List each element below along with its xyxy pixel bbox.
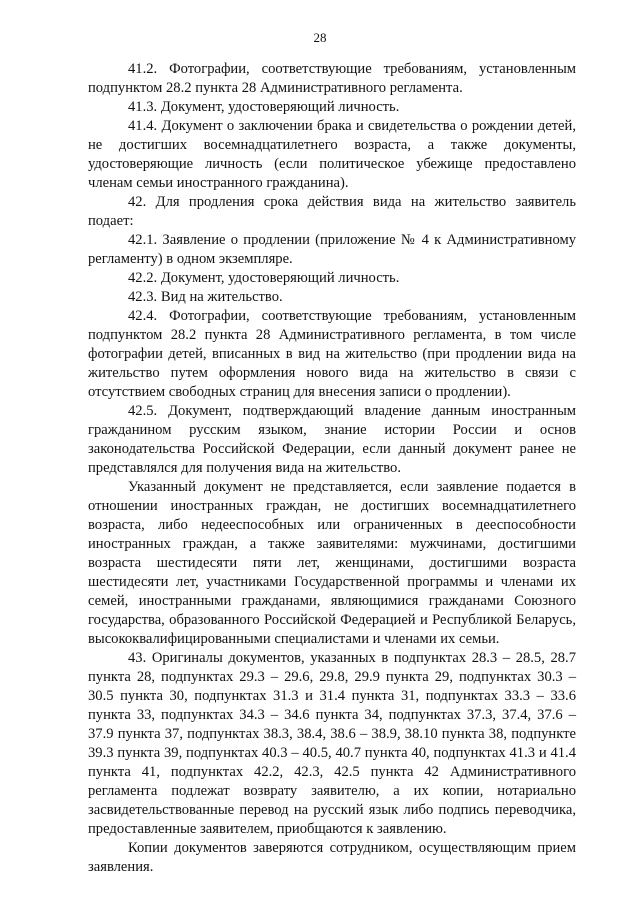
paragraph-42-4: 42.4. Фотографии, соответствующие требованиям, установленным подпунктом 28.2 пункта 28 Административного регламента, в том числе фотографии детей, вписанных в вид на жительство (при продлении вида на жительство путем оформления нового вида на жительство в связи с отсутствием свободных страниц для внесения записи о продлении). <box>88 308 576 400</box>
paragraph-42: 42. Для продления срока действия вида на жительство заявитель подает: <box>88 194 576 229</box>
paragraph-41-2: 41.2. Фотографии, соответствующие требованиям, установленным подпунктом 28.2 пункта 28 Административного регламента. <box>88 61 576 96</box>
paragraph-42-2: 42.2. Документ, удостоверяющий личность. <box>128 270 400 286</box>
document-body <box>88 60 576 877</box>
paragraph-42-3: 42.3. Вид на жительство. <box>128 289 283 305</box>
paragraph-41-3: 41.3. Документ, удостоверяющий личность. <box>128 99 400 115</box>
paragraph-41-4: 41.4. Документ о заключении брака и свидетельства о рождении детей, не достигших восемнадцатилетнего возраста, а также документы, удостоверяющие личность (если политическое убежище предоставлено членам семьи иностранного гражданина). <box>88 118 576 191</box>
paragraph-42-1: 42.1. Заявление о продлении (приложение № 4 к Административному регламенту) в одном экземпляре. <box>88 232 576 267</box>
page-number: 28 <box>313 30 327 45</box>
paragraph-copies-certification: Копии документов заверяются сотрудником, осуществляющим прием заявления. <box>88 840 576 875</box>
paragraph-42-5: 42.5. Документ, подтверждающий владение данным иностранным гражданином русским языком, знание истории России и основ законодательства Российской Федерации, если данный документ ранее не представлялся для получения вида на жительство. <box>88 403 576 476</box>
paragraph-exemption-note: Указанный документ не представляется, если заявление подается в отношении иностранных граждан, не достигших восемнадцатилетнего возраста, либо недееспособных или ограниченных в дееспособности иностранных граждан, а также заявителями: мужчинами, достигшими возраста шестидесяти пяти лет, женщинами, достигшими возраста шестидесяти лет, участниками Государственной программы и членами их семей, иностранными гражданами, являющимися гражданами Союзного государства, образованного Российской Федерацией и Республикой Беларусь, высококвалифицированными специалистами и членами их семьи. <box>88 479 576 647</box>
paragraph-43: 43. Оригиналы документов, указанных в подпунктах 28.3 – 28.5, 28.7 пункта 28, подпунктах 29.3 – 29.6, 29.8, 29.9 пункта 29, подпунктах 30.3 – 30.5 пункта 30, подпунктах 31.3 и 31.4 пункта 31, подпунктах 33.3 – 33.6 пункта 33, подпунктах 34.3 – 34.6 пункта 34, подпунктах 37.3, 37.4, 37.6 – 37.9 пункта 37, подпунктах 38.3, 38.4, 38.6 – 38.9, 38.10 пункта 38, подпункте 39.3 пункта 39, подпунктах 40.3 – 40.5, 40.7 пункта 40, подпунктах 41.3 и 41.4 пункта 41, подпунктах 42.2, 42.3, 42.5 пункта 42 Административного регламента подлежат возврату заявителю, а их копии, нотариально засвидетельствованные перевод на русский язык либо подпись переводчика, предоставленные заявителем, приобщаются к заявлению. <box>88 650 576 837</box>
